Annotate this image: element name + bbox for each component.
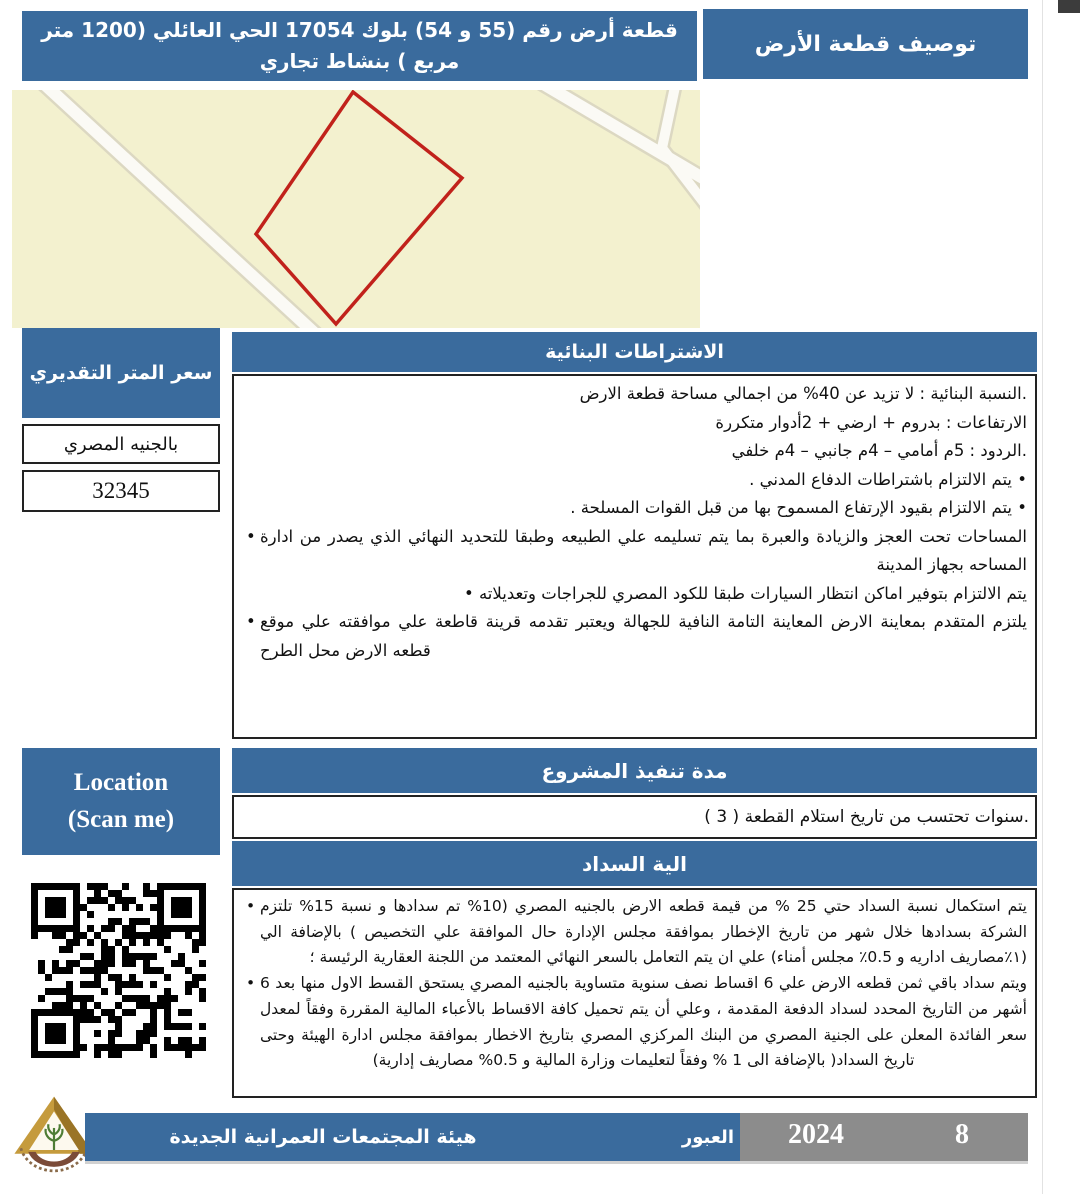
bullet-icon: • <box>246 612 256 632</box>
building-conditions-header: الاشتراطات البنائية <box>232 332 1037 372</box>
condition-line: • يتم الالتزام باشتراطات الدفاع المدني . <box>749 469 1027 489</box>
condition-text: يلتزم المتقدم بمعاينة الارض المعاينة التامة النافية للجهالة ويعتبر تقدمه قرينة قاطعة علي موافقته علي موقع قطعه الارض محل الطرح <box>260 612 1027 660</box>
plot-map <box>12 90 700 328</box>
payment-box <box>232 888 1037 1098</box>
price-currency-box: بالجنيه المصري <box>22 424 220 464</box>
location-scan-box <box>22 748 220 855</box>
price-section-title: سعر المتر التقديري <box>22 328 220 418</box>
city-name: العبور <box>681 1126 734 1148</box>
project-duration-header: مدة تنفيذ المشروع <box>232 748 1037 793</box>
payment-header: الية السداد <box>232 841 1037 886</box>
plot-description-header: قطعة أرض رقم (55 و 54) بلوك 17054 الحي العائلي (1200 متر مربع ) بنشاط تجاري <box>22 11 697 81</box>
page-edge-line <box>1042 0 1043 1194</box>
page-number: 8 <box>955 1119 969 1150</box>
building-conditions-box <box>232 374 1037 739</box>
authority-name: هيئة المجتمعات العمرانية الجديدة <box>169 1126 477 1148</box>
project-duration-value-row: .سنوات تحتسب من تاريخ استلام القطعة ( 3 ) <box>232 795 1037 839</box>
price-value-box: 32345 <box>22 470 220 512</box>
condition-line <box>244 523 1027 580</box>
condition-line: .النسبة البنائية : لا تزيد عن 40% من اجمالي مساحة قطعة الارض <box>579 384 1027 403</box>
scan-corner-artifact <box>1058 0 1080 13</box>
year-label: 2024 <box>788 1119 844 1150</box>
logo-crescent <box>28 1152 80 1167</box>
condition-line: الارتفاعات : بدروم + ارضي + 2أدوار متكررة <box>715 412 1027 432</box>
payment-text: يتم استكمال نسبة السداد حتي 25 % من قيمة قطعه الارض بالجنيه المصري (10% تم سدادها و نسبة 15% تلتزم الشركة بسدادها خلال شهر من تاريخ الإخطار بموافقة مجلس الإدارة حال الموافقة علي التخصيص ) بالإضافة الي (١٪مصاريف اداريه و 0.5٪ مجلس أمناء) علي ان يتم التعامل بالسعر النهائي المعتمد من اللجنة العقارية الرئيسة ؛ <box>260 897 1027 967</box>
location-label: Location <box>73 769 169 797</box>
scan-me-label: (Scan me) <box>67 805 175 833</box>
page-title: توصيف قطعة الأرض <box>703 9 1028 79</box>
payment-paragraph <box>244 971 1027 1074</box>
payment-paragraph <box>244 894 1027 971</box>
condition-line: .الردود : 5م أمامي – 4م جانبي – 4م خلفي <box>731 441 1027 461</box>
qr-code <box>28 880 208 1060</box>
condition-line <box>244 608 1027 665</box>
condition-text: المساحات تحت العجز والزيادة والعبرة بما يتم تسليمه علي الطبيعه وطبقا للتحديد النهائي الذي يصدر من ادارة المساحه بجهاز المدينة <box>260 526 1027 575</box>
bullet-icon: • <box>246 897 256 915</box>
bullet-icon: • <box>246 974 256 993</box>
condition-line: يتم الالتزام بتوفير اماكن انتظار السيارات طبقا للكود المصري للجراجات وتعديلاته • <box>463 583 1027 603</box>
footer-meta-bar <box>740 1113 1028 1161</box>
payment-text: ويتم سداد باقي ثمن قطعه الارض علي 6 اقساط نصف سنوية متساوية بالجنيه المصري يستحق القسط الاول منها بعد 6 أشهر من التاريخ المحدد لسداد الدفعة المقدمة ، وعلي أن يتم تحميل كافة الاقساط بالأعباء المالية المقررة وفقاً لمعدل سعر الفائدة المعلن على الجنية المصري من البنك المركزي المصري بتاريخ الاخطار بموافقة مجلس ادارة الهيئة وحتى تاريخ السداد( بالإضافة الى 1 % وفقاً لتعليمات وزارة المالية و 0.5% مصاريف إدارية) <box>260 974 1027 1070</box>
map-background <box>12 90 700 328</box>
condition-line: • يتم الالتزام بقيود الإرتفاع المسموح بها من قبل القوات المسلحة . <box>570 498 1027 518</box>
bullet-icon: • <box>246 526 256 546</box>
footer-bar <box>85 1113 740 1161</box>
